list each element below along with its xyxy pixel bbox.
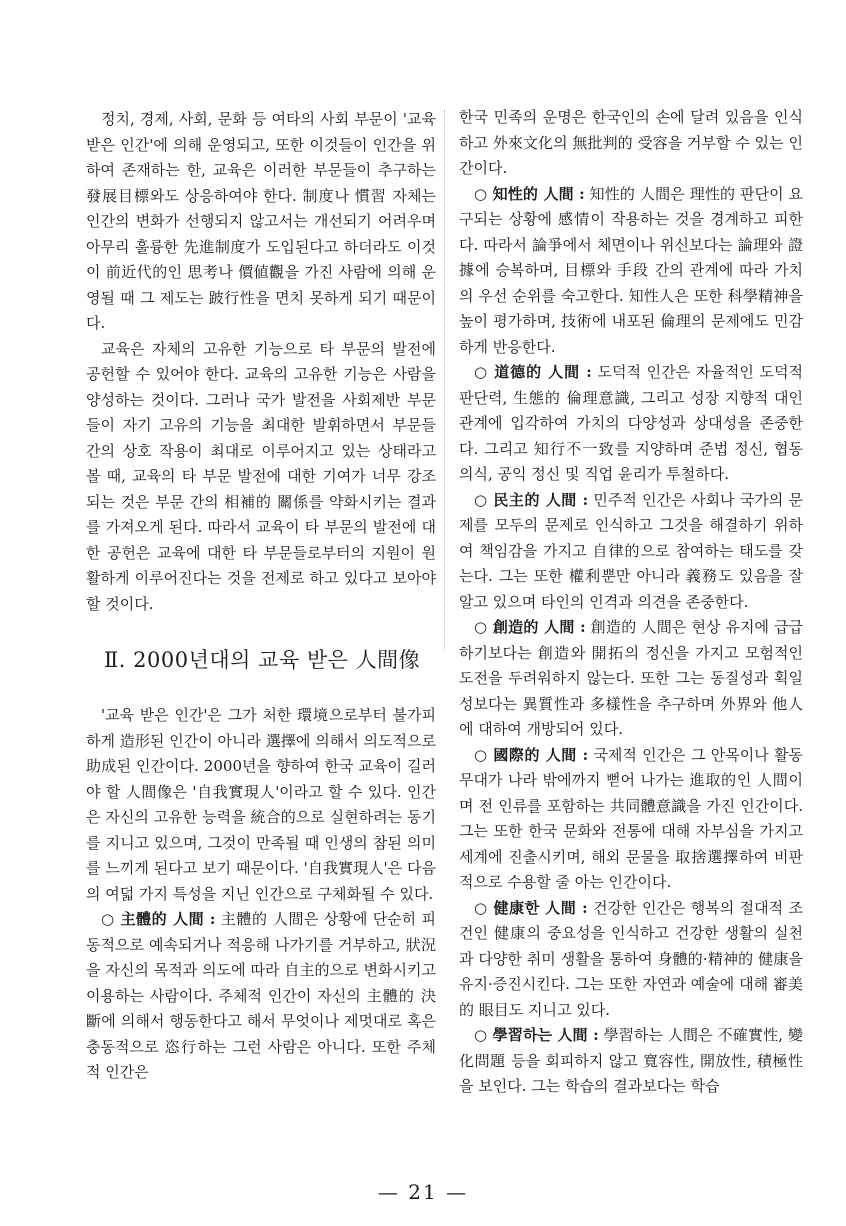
item-lead: ○ 學習하는 人間 : <box>474 1026 599 1044</box>
section-heading: Ⅱ. 2000년대의 교육 받은 人間像 <box>104 648 421 672</box>
item-text: 主體的 人間은 상황에 단순히 피동적으로 예속되거나 적응해 나가기를 거부하고, 狀況을 자신의 목적과 의도에 따라 自主的으로 변화시키고 이용하는 사람이다. 주체적 인간이 자신의 主體的 決斷에 의해서 행동한다고 해서 무엇이나 제멋대로 혹은 충동적으로 恣行하는 그런 사람은 아니다. 또한 주체적 인간은 <box>86 910 437 1081</box>
item-text: 創造的 人間은 현상 유지에 급급하기보다는 創造와 開拓의 정신을 가지고 모험적인 도전을 두려워하지 않는다. 또한 그는 동질성과 획일성보다는 異質性과 多樣性을 추구하며 外界와 他人에 대하여 개방되어 있다. <box>459 618 804 738</box>
item-lead: ○ 國際的 人間 : <box>474 745 589 764</box>
item-lead: ○ 創造的 人間 : <box>474 618 586 636</box>
item-lead: ○ 健康한 人間 : <box>474 898 588 917</box>
item-lead: ○ 道德的 人間 : <box>474 363 592 381</box>
item-lead: ○ 民主的 人間 : <box>474 490 589 509</box>
left-column <box>86 107 436 1086</box>
paragraph <box>459 743 803 896</box>
paragraph <box>459 615 803 743</box>
item-text: 건강한 인간은 행복의 절대적 조건인 健康의 중요성을 인식하고 건강한 생활의 실천과 다양한 취미 생활을 통하여 身體的·精神的 健康을 유지·증진시킨다. 그는 또한 자연과 예술에 대해 審美的 眼目도 지니고 있다. <box>459 898 803 1019</box>
item-lead: ○ 知性的 人間 : <box>474 184 585 203</box>
item-text: 知性的 人間은 理性的 판단이 요구되는 상황에 感情이 작용하는 것을 경계하고 피한다. 따라서 論爭에서 체면이나 위신보다는 論理와 證據에 승복하며, 目標와 手段 간의 관계에 따라 가치의 우선 순위를 숙고한다. 知性人은 또한 科學精神을 높이 평가하며, 技術에 내포된 倫理의 문제에도 민감하게 반응한다. <box>459 184 803 356</box>
paragraph <box>459 896 803 1024</box>
page-number: — 21 — <box>377 1180 469 1204</box>
paragraph <box>459 182 803 361</box>
paragraph: 정치, 경제, 사회, 문화 등 여타의 사회 부문이 '교육 받은 인간'에 의해 운영되고, 또한 이것들이 인간을 위하여 존재하는 한, 교육은 이러한 부문들이 추구하는 發展目標와도 상응하여야 한다. 制度나 慣習 자체는 인간의 변화가 선행되지 않고서는 개선되기 어려우며 아무리 훌륭한 先進制度가 도입된다고 하더라도 이것이 前近代的인 思考나 價値觀을 가진 사람에 의해 운영될 때 그 제도는 跛行性을 면치 못하게 되기 때문이다. <box>86 110 436 332</box>
item-text: 국제적 인간은 그 안목이나 활동 무대가 나라 밖에까지 뻗어 나가는 進取的인 人間이며 전 인류를 포함하는 共同體意識을 가진 인간이다. 그는 또한 한국 문화와 전통에 대해 자부심을 가지고 세계에 진출시키며, 해외 문물을 取捨選擇하여 비판적으로 수용할 줄 아는 인간이다. <box>459 745 803 891</box>
paragraph <box>86 907 436 1086</box>
item-text: 學習하는 人間은 不確實性, 變化問題 등을 회피하지 않고 寬容性, 開放性, 積極性을 보인다. 그는 학습의 결과보다는 학습 <box>459 1026 803 1095</box>
paragraph <box>459 1023 803 1100</box>
item-text: 도덕적 인간은 자율적인 도덕적 판단력, 生態的 倫理意識, 그리고 성장 지향적 대인 관계에 입각하여 가치의 다양성과 상대성을 존중한다. 그리고 知行不一致를 지양하며 준법 정신, 협동 의식, 공익 정신 및 직업 윤리가 투철하다. <box>459 363 803 483</box>
right-column <box>459 105 803 1100</box>
item-text: 민주적 인간은 사회나 국가의 문제를 모두의 문제로 인식하고 그것을 해결하기 위하여 책임감을 가지고 自律的으로 참여하는 태도를 갖는다. 그는 또한 權利뿐만 아니라 義務도 있음을 잘 알고 있으며 타인의 인격과 의견을 존중한다. <box>459 490 803 611</box>
paragraph <box>459 488 803 616</box>
paragraph: 한국 민족의 운명은 한국인의 손에 달려 있음을 인식하고 外來文化의 無批判的 受容을 거부할 수 있는 인간이다. <box>459 108 803 177</box>
item-lead: ○ 主體的 人間 : <box>101 910 216 928</box>
paragraph: 교육은 자체의 고유한 기능으로 타 부문의 발전에 공헌할 수 있어야 한다. 교육의 고유한 기능은 사람을 양성하는 것이다. 그러나 국가 발전을 사회제반 부문들이 자기 고유의 기능을 최대한 발휘하면서 부문들 간의 상호 작용이 최대로 이루어지고 있는 상태라고 볼 때, 교육의 타 부문 발전에 대한 기여가 너무 강조되는 것은 부문 간의 相補的 關係를 약화시키는 결과를 가져오게 된다. 따라서 교육이 타 부문의 발전에 대한 공헌은 교육에 대한 타 부문들로부터의 지원이 원활하게 이루어진다는 것을 전제로 하고 있다고 보아야 할 것이다. <box>86 339 436 613</box>
paragraph <box>459 360 803 488</box>
column-divider <box>444 110 445 650</box>
paragraph: '교육 받은 인간'은 그가 처한 環境으로부터 불가피하게 造形된 인간이 아니라 選擇에 의해서 의도적으로 助成된 인간이다. 2000년을 향하여 한국 교육이 길러야 할 人間像은 '自我實現人'이라고 할 수 있다. 인간은 자신의 고유한 능력을 統合的으로 실현하려는 동기를 지니고 있으며, 그것이 만족될 때 인생의 참된 의미를 느끼게 된다고 보기 때문이다. '自我實現人'은 다음의 여덟 가지 특성을 지닌 인간으로 구체화될 수 있다. <box>86 706 436 903</box>
